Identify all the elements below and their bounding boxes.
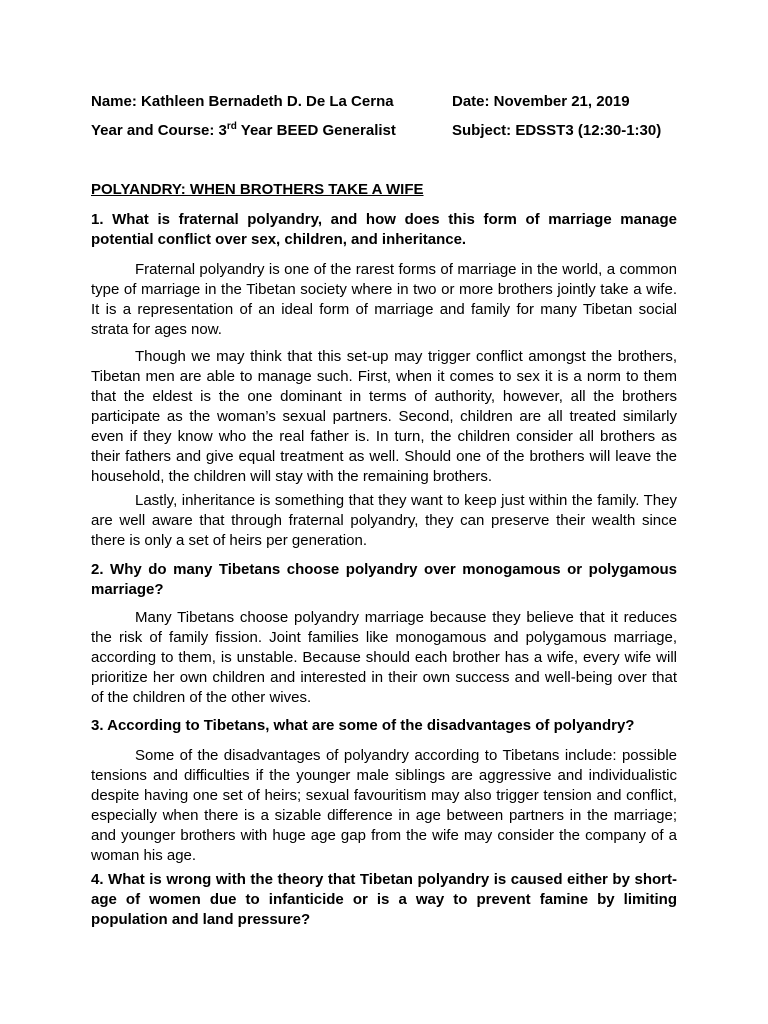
year-prefix: Year and Course: 3 bbox=[91, 122, 227, 139]
submission-date: Date: November 21, 2019 bbox=[452, 93, 630, 110]
student-name: Name: Kathleen Bernadeth D. De La Cerna bbox=[91, 93, 394, 110]
answer-2-paragraph-1: Many Tibetans choose polyandry marriage because they believe that it reduces the risk of family fission. Joint families like monogamous and polygamous marriage, according to them, is unstable. Because should each brother has a wife, every wife will prioritize her own children and interested in their own success and well-being over that of the children of the other wives. bbox=[91, 609, 677, 706]
answer-1-paragraph-2: Though we may think that this set-up may trigger conflict amongst the brothers, Tibetan men are able to manage such. First, when it comes to sex it is a norm to them that the eldest is the one dominant in terms of authority, however, all the brothers participate as the woman’s sexual partners. Second, children are all treated similarly even if they know who the real father is. In turn, the children consider all brothers as their fathers and give equal treatment as well. Should one of the brothers will leave the household, the children will stay with the remaining brothers. bbox=[91, 348, 677, 485]
answer-1-paragraph-3: Lastly, inheritance is something that they want to keep just within the family. They are well aware that through fraternal polyandry, they can preserve their wealth since there is only a set of heirs per generation. bbox=[91, 492, 677, 549]
question-4: 4. What is wrong with the theory that Tibetan polyandry is caused either by short-age of women due to infanticide or is a way to prevent famine by limiting population and land pressure? bbox=[91, 871, 677, 928]
subject: Subject: EDSST3 (12:30-1:30) bbox=[452, 122, 662, 139]
year-suffix: Year BEED Generalist bbox=[236, 122, 396, 139]
answer-3-paragraph-1: Some of the disadvantages of polyandry according to Tibetans include: possible tensions and difficulties if the younger male siblings are aggressive and individualistic despite having one set of heirs; sexual favouritism may also trigger tension and conflict, especially when there is a sizable difference in age between partners in the marriage; and younger brothers with huge age gap from the wife may consider the company of a woman his age. bbox=[91, 747, 677, 864]
year-and-course bbox=[91, 122, 396, 140]
document-title: POLYANDRY: WHEN BROTHERS TAKE A WIFE bbox=[91, 181, 424, 198]
year-superscript: rd bbox=[226, 121, 237, 132]
answer-1-paragraph-1: Fraternal polyandry is one of the rarest forms of marriage in the world, a common type of marriage in the Tibetan society where in two or more brothers jointly take a wife. It is a representation of an ideal form of marriage and family for many Tibetan social strata for ages now. bbox=[91, 261, 677, 338]
question-2: 2. Why do many Tibetans choose polyandry over monogamous or polygamous marriage? bbox=[91, 561, 677, 598]
question-3: 3. According to Tibetans, what are some of the disadvantages of polyandry? bbox=[91, 717, 635, 734]
question-1: 1. What is fraternal polyandry, and how does this form of marriage manage potential conflict over sex, children, and inheritance. bbox=[91, 211, 677, 248]
